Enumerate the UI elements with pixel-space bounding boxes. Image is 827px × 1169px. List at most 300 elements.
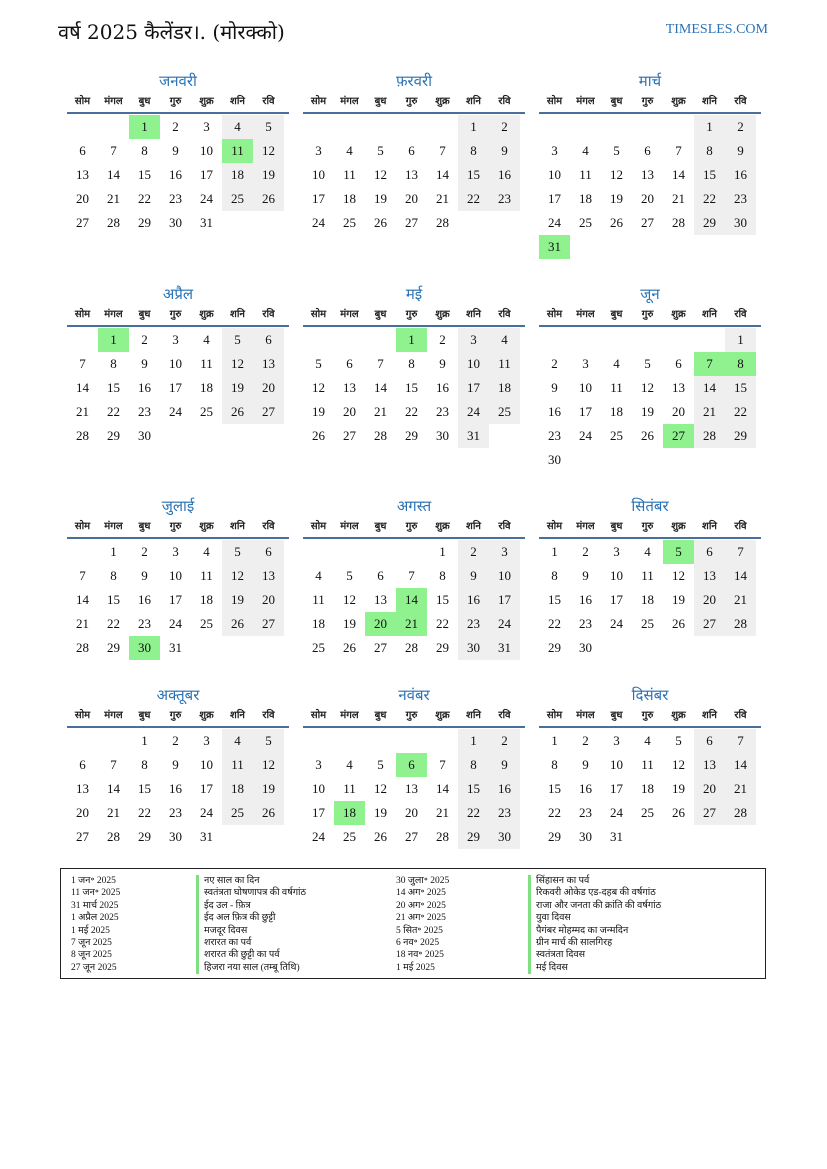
day-cell[interactable]: 2 bbox=[551, 356, 558, 371]
day-cell[interactable]: 15 bbox=[548, 592, 561, 607]
day-cell[interactable]: 25 bbox=[579, 215, 592, 230]
day-cell[interactable]: 1 bbox=[439, 544, 446, 559]
day-cell[interactable]: 22 bbox=[548, 805, 561, 820]
day-cell[interactable]: 17 bbox=[312, 191, 325, 206]
day-cell[interactable]: 13 bbox=[343, 380, 356, 395]
day-cell[interactable]: 22 bbox=[107, 404, 120, 419]
day-cell[interactable]: 10 bbox=[548, 167, 561, 182]
day-cell[interactable]: 10 bbox=[200, 757, 213, 772]
day-cell[interactable]: 18 bbox=[312, 616, 325, 631]
day-cell[interactable]: 4 bbox=[346, 143, 353, 158]
day-cell[interactable]: 22 bbox=[458, 801, 489, 825]
day-cell[interactable]: 12 bbox=[312, 380, 325, 395]
site-link[interactable]: TIMESLES.COM bbox=[665, 22, 768, 37]
day-cell[interactable]: 18 bbox=[610, 404, 623, 419]
day-cell[interactable]: 21 bbox=[672, 191, 685, 206]
day-cell[interactable]: 20 bbox=[76, 805, 89, 820]
day-cell[interactable]: 3 bbox=[315, 757, 322, 772]
day-cell[interactable]: 17 bbox=[169, 380, 182, 395]
day-cell[interactable]: 29 bbox=[436, 640, 449, 655]
day-cell[interactable]: 10 bbox=[610, 568, 623, 583]
day-cell[interactable]: 3 bbox=[551, 143, 558, 158]
day-cell[interactable]: 29 bbox=[138, 215, 151, 230]
day-cell[interactable]: 16 bbox=[489, 777, 520, 801]
day-cell[interactable]: 5 bbox=[222, 540, 253, 564]
day-cell[interactable]: 6 bbox=[644, 143, 651, 158]
day-cell[interactable]: 1 bbox=[458, 115, 489, 139]
day-cell[interactable]: 24 bbox=[610, 616, 623, 631]
day-cell[interactable]: 25 bbox=[343, 215, 356, 230]
day-cell[interactable]: 10 bbox=[610, 757, 623, 772]
day-cell[interactable]: 30 bbox=[725, 211, 756, 235]
day-cell[interactable]: 9 bbox=[551, 380, 558, 395]
day-cell[interactable]: 9 bbox=[489, 753, 520, 777]
day-cell[interactable]: 8 bbox=[141, 143, 148, 158]
day-cell[interactable]: 26 bbox=[343, 640, 356, 655]
day-cell[interactable]: 28 bbox=[672, 215, 685, 230]
day-cell[interactable]: 27 bbox=[641, 215, 654, 230]
holiday-day-cell[interactable]: 1 bbox=[129, 115, 160, 139]
day-cell[interactable]: 8 bbox=[141, 757, 148, 772]
day-cell[interactable]: 13 bbox=[253, 564, 284, 588]
day-cell[interactable]: 6 bbox=[408, 143, 415, 158]
day-cell[interactable]: 20 bbox=[672, 404, 685, 419]
day-cell[interactable]: 8 bbox=[551, 568, 558, 583]
day-cell[interactable]: 20 bbox=[405, 805, 418, 820]
day-cell[interactable]: 16 bbox=[436, 380, 449, 395]
day-cell[interactable]: 19 bbox=[253, 777, 284, 801]
day-cell[interactable]: 14 bbox=[107, 781, 120, 796]
day-cell[interactable]: 4 bbox=[644, 544, 651, 559]
day-cell[interactable]: 15 bbox=[694, 163, 725, 187]
day-cell[interactable]: 5 bbox=[377, 143, 384, 158]
day-cell[interactable]: 21 bbox=[76, 616, 89, 631]
day-cell[interactable]: 14 bbox=[725, 564, 756, 588]
day-cell[interactable]: 3 bbox=[613, 733, 620, 748]
day-cell[interactable]: 10 bbox=[579, 380, 592, 395]
day-cell[interactable]: 12 bbox=[672, 757, 685, 772]
day-cell[interactable]: 6 bbox=[79, 143, 86, 158]
day-cell[interactable]: 3 bbox=[203, 119, 210, 134]
day-cell[interactable]: 28 bbox=[694, 424, 725, 448]
day-cell[interactable]: 6 bbox=[79, 757, 86, 772]
day-cell[interactable]: 25 bbox=[200, 616, 213, 631]
day-cell[interactable]: 9 bbox=[439, 356, 446, 371]
day-cell[interactable]: 8 bbox=[110, 356, 117, 371]
day-cell[interactable]: 2 bbox=[489, 729, 520, 753]
day-cell[interactable]: 13 bbox=[405, 167, 418, 182]
day-cell[interactable]: 4 bbox=[346, 757, 353, 772]
day-cell[interactable]: 20 bbox=[343, 404, 356, 419]
day-cell[interactable]: 27 bbox=[694, 612, 725, 636]
day-cell[interactable]: 28 bbox=[436, 215, 449, 230]
day-cell[interactable]: 6 bbox=[694, 729, 725, 753]
day-cell[interactable]: 18 bbox=[641, 592, 654, 607]
day-cell[interactable]: 2 bbox=[582, 733, 589, 748]
day-cell[interactable]: 13 bbox=[694, 564, 725, 588]
day-cell[interactable]: 23 bbox=[548, 428, 561, 443]
day-cell[interactable]: 23 bbox=[579, 616, 592, 631]
day-cell[interactable]: 23 bbox=[169, 805, 182, 820]
day-cell[interactable]: 22 bbox=[107, 616, 120, 631]
day-cell[interactable]: 30 bbox=[579, 640, 592, 655]
day-cell[interactable]: 16 bbox=[489, 163, 520, 187]
day-cell[interactable]: 30 bbox=[138, 428, 151, 443]
day-cell[interactable]: 2 bbox=[141, 332, 148, 347]
day-cell[interactable]: 21 bbox=[436, 191, 449, 206]
day-cell[interactable]: 15 bbox=[107, 380, 120, 395]
day-cell[interactable]: 1 bbox=[725, 328, 756, 352]
day-cell[interactable]: 10 bbox=[312, 167, 325, 182]
day-cell[interactable]: 23 bbox=[169, 191, 182, 206]
day-cell[interactable]: 18 bbox=[579, 191, 592, 206]
day-cell[interactable]: 19 bbox=[374, 805, 387, 820]
day-cell[interactable]: 6 bbox=[253, 328, 284, 352]
day-cell[interactable]: 18 bbox=[200, 592, 213, 607]
day-cell[interactable]: 21 bbox=[107, 805, 120, 820]
day-cell[interactable]: 15 bbox=[138, 781, 151, 796]
day-cell[interactable]: 11 bbox=[489, 352, 520, 376]
day-cell[interactable]: 14 bbox=[694, 376, 725, 400]
day-cell[interactable]: 3 bbox=[582, 356, 589, 371]
day-cell[interactable]: 20 bbox=[76, 191, 89, 206]
day-cell[interactable]: 5 bbox=[675, 733, 682, 748]
day-cell[interactable]: 4 bbox=[203, 332, 210, 347]
day-cell[interactable]: 20 bbox=[641, 191, 654, 206]
day-cell[interactable]: 29 bbox=[107, 640, 120, 655]
day-cell[interactable]: 11 bbox=[222, 753, 253, 777]
day-cell[interactable]: 14 bbox=[725, 753, 756, 777]
day-cell[interactable]: 6 bbox=[675, 356, 682, 371]
day-cell[interactable]: 27 bbox=[76, 829, 89, 844]
day-cell[interactable]: 13 bbox=[374, 592, 387, 607]
day-cell[interactable]: 20 bbox=[694, 588, 725, 612]
day-cell[interactable]: 21 bbox=[436, 805, 449, 820]
day-cell[interactable]: 7 bbox=[725, 729, 756, 753]
holiday-day-cell[interactable]: 30 bbox=[129, 636, 160, 660]
day-cell[interactable]: 18 bbox=[489, 376, 520, 400]
day-cell[interactable]: 29 bbox=[694, 211, 725, 235]
day-cell[interactable]: 11 bbox=[641, 757, 654, 772]
holiday-day-cell[interactable]: 8 bbox=[725, 352, 756, 376]
day-cell[interactable]: 11 bbox=[343, 781, 356, 796]
day-cell[interactable]: 28 bbox=[436, 829, 449, 844]
day-cell[interactable]: 26 bbox=[672, 616, 685, 631]
day-cell[interactable]: 24 bbox=[200, 805, 213, 820]
day-cell[interactable]: 2 bbox=[489, 115, 520, 139]
day-cell[interactable]: 24 bbox=[548, 215, 561, 230]
day-cell[interactable]: 8 bbox=[458, 753, 489, 777]
day-cell[interactable]: 31 bbox=[458, 424, 489, 448]
day-cell[interactable]: 12 bbox=[222, 352, 253, 376]
day-cell[interactable]: 26 bbox=[253, 187, 284, 211]
day-cell[interactable]: 11 bbox=[343, 167, 356, 182]
day-cell[interactable]: 22 bbox=[458, 187, 489, 211]
day-cell[interactable]: 17 bbox=[489, 588, 520, 612]
day-cell[interactable]: 10 bbox=[169, 356, 182, 371]
day-cell[interactable]: 9 bbox=[141, 568, 148, 583]
day-cell[interactable]: 5 bbox=[613, 143, 620, 158]
day-cell[interactable]: 24 bbox=[610, 805, 623, 820]
day-cell[interactable]: 16 bbox=[548, 404, 561, 419]
day-cell[interactable]: 9 bbox=[172, 757, 179, 772]
day-cell[interactable]: 23 bbox=[489, 801, 520, 825]
day-cell[interactable]: 21 bbox=[107, 191, 120, 206]
day-cell[interactable]: 1 bbox=[458, 729, 489, 753]
day-cell[interactable]: 14 bbox=[436, 781, 449, 796]
day-cell[interactable]: 12 bbox=[610, 167, 623, 182]
day-cell[interactable]: 2 bbox=[458, 540, 489, 564]
day-cell[interactable]: 1 bbox=[551, 544, 558, 559]
day-cell[interactable]: 9 bbox=[489, 139, 520, 163]
day-cell[interactable]: 15 bbox=[725, 376, 756, 400]
day-cell[interactable]: 15 bbox=[107, 592, 120, 607]
day-cell[interactable]: 12 bbox=[343, 592, 356, 607]
day-cell[interactable]: 6 bbox=[346, 356, 353, 371]
holiday-day-cell[interactable]: 1 bbox=[98, 328, 129, 352]
day-cell[interactable]: 3 bbox=[613, 544, 620, 559]
day-cell[interactable]: 8 bbox=[458, 139, 489, 163]
day-cell[interactable]: 2 bbox=[582, 544, 589, 559]
day-cell[interactable]: 27 bbox=[343, 428, 356, 443]
day-cell[interactable]: 10 bbox=[169, 568, 182, 583]
day-cell[interactable]: 11 bbox=[641, 568, 654, 583]
day-cell[interactable]: 9 bbox=[582, 757, 589, 772]
day-cell[interactable]: 16 bbox=[579, 781, 592, 796]
day-cell[interactable]: 2 bbox=[172, 733, 179, 748]
day-cell[interactable]: 29 bbox=[548, 640, 561, 655]
day-cell[interactable]: 7 bbox=[79, 356, 86, 371]
day-cell[interactable]: 27 bbox=[76, 215, 89, 230]
day-cell[interactable]: 25 bbox=[641, 616, 654, 631]
day-cell[interactable]: 26 bbox=[222, 400, 253, 424]
day-cell[interactable]: 21 bbox=[374, 404, 387, 419]
holiday-day-cell[interactable]: 21 bbox=[396, 612, 427, 636]
day-cell[interactable]: 13 bbox=[76, 781, 89, 796]
day-cell[interactable]: 1 bbox=[551, 733, 558, 748]
day-cell[interactable]: 30 bbox=[579, 829, 592, 844]
day-cell[interactable]: 18 bbox=[222, 777, 253, 801]
day-cell[interactable]: 18 bbox=[200, 380, 213, 395]
day-cell[interactable]: 16 bbox=[138, 592, 151, 607]
day-cell[interactable]: 9 bbox=[172, 143, 179, 158]
day-cell[interactable]: 27 bbox=[374, 640, 387, 655]
day-cell[interactable]: 27 bbox=[694, 801, 725, 825]
day-cell[interactable]: 7 bbox=[725, 540, 756, 564]
day-cell[interactable]: 14 bbox=[672, 167, 685, 182]
day-cell[interactable]: 20 bbox=[694, 777, 725, 801]
day-cell[interactable]: 10 bbox=[312, 781, 325, 796]
day-cell[interactable]: 15 bbox=[548, 781, 561, 796]
day-cell[interactable]: 13 bbox=[76, 167, 89, 182]
day-cell[interactable]: 29 bbox=[107, 428, 120, 443]
day-cell[interactable]: 23 bbox=[579, 805, 592, 820]
holiday-day-cell[interactable]: 20 bbox=[365, 612, 396, 636]
day-cell[interactable]: 26 bbox=[672, 805, 685, 820]
day-cell[interactable]: 31 bbox=[169, 640, 182, 655]
day-cell[interactable]: 28 bbox=[76, 428, 89, 443]
day-cell[interactable]: 23 bbox=[725, 187, 756, 211]
day-cell[interactable]: 26 bbox=[312, 428, 325, 443]
day-cell[interactable]: 13 bbox=[641, 167, 654, 182]
day-cell[interactable]: 21 bbox=[725, 777, 756, 801]
day-cell[interactable]: 16 bbox=[138, 380, 151, 395]
day-cell[interactable]: 19 bbox=[641, 404, 654, 419]
day-cell[interactable]: 27 bbox=[253, 400, 284, 424]
day-cell[interactable]: 22 bbox=[138, 191, 151, 206]
day-cell[interactable]: 28 bbox=[725, 612, 756, 636]
day-cell[interactable]: 4 bbox=[613, 356, 620, 371]
day-cell[interactable]: 9 bbox=[458, 564, 489, 588]
day-cell[interactable]: 27 bbox=[405, 215, 418, 230]
day-cell[interactable]: 3 bbox=[489, 540, 520, 564]
day-cell[interactable]: 2 bbox=[725, 115, 756, 139]
holiday-day-cell[interactable]: 27 bbox=[663, 424, 694, 448]
day-cell[interactable]: 19 bbox=[312, 404, 325, 419]
day-cell[interactable]: 23 bbox=[138, 404, 151, 419]
day-cell[interactable]: 20 bbox=[253, 376, 284, 400]
day-cell[interactable]: 21 bbox=[694, 400, 725, 424]
day-cell[interactable]: 2 bbox=[439, 332, 446, 347]
day-cell[interactable]: 30 bbox=[436, 428, 449, 443]
day-cell[interactable]: 31 bbox=[200, 215, 213, 230]
day-cell[interactable]: 12 bbox=[672, 568, 685, 583]
day-cell[interactable]: 18 bbox=[641, 781, 654, 796]
day-cell[interactable]: 5 bbox=[644, 356, 651, 371]
day-cell[interactable]: 24 bbox=[312, 829, 325, 844]
day-cell[interactable]: 9 bbox=[141, 356, 148, 371]
day-cell[interactable]: 26 bbox=[374, 215, 387, 230]
day-cell[interactable]: 19 bbox=[222, 376, 253, 400]
holiday-day-cell[interactable]: 5 bbox=[663, 540, 694, 564]
day-cell[interactable]: 12 bbox=[374, 781, 387, 796]
day-cell[interactable]: 15 bbox=[458, 163, 489, 187]
day-cell[interactable]: 20 bbox=[405, 191, 418, 206]
day-cell[interactable]: 8 bbox=[110, 568, 117, 583]
day-cell[interactable]: 25 bbox=[222, 801, 253, 825]
day-cell[interactable]: 5 bbox=[377, 757, 384, 772]
day-cell[interactable]: 25 bbox=[343, 829, 356, 844]
day-cell[interactable]: 4 bbox=[203, 544, 210, 559]
day-cell[interactable]: 8 bbox=[408, 356, 415, 371]
holiday-day-cell[interactable]: 18 bbox=[334, 801, 365, 825]
day-cell[interactable]: 28 bbox=[374, 428, 387, 443]
holiday-day-cell[interactable]: 6 bbox=[396, 753, 427, 777]
day-cell[interactable]: 12 bbox=[374, 167, 387, 182]
day-cell[interactable]: 1 bbox=[694, 115, 725, 139]
day-cell[interactable]: 17 bbox=[548, 191, 561, 206]
day-cell[interactable]: 20 bbox=[253, 588, 284, 612]
day-cell[interactable]: 17 bbox=[200, 781, 213, 796]
day-cell[interactable]: 22 bbox=[138, 805, 151, 820]
day-cell[interactable]: 7 bbox=[439, 143, 446, 158]
holiday-day-cell[interactable]: 31 bbox=[539, 235, 570, 259]
day-cell[interactable]: 28 bbox=[107, 215, 120, 230]
day-cell[interactable]: 29 bbox=[405, 428, 418, 443]
day-cell[interactable]: 1 bbox=[110, 544, 117, 559]
day-cell[interactable]: 22 bbox=[436, 616, 449, 631]
day-cell[interactable]: 4 bbox=[644, 733, 651, 748]
day-cell[interactable]: 30 bbox=[458, 636, 489, 660]
day-cell[interactable]: 5 bbox=[253, 115, 284, 139]
day-cell[interactable]: 16 bbox=[725, 163, 756, 187]
day-cell[interactable]: 26 bbox=[641, 428, 654, 443]
day-cell[interactable]: 24 bbox=[458, 400, 489, 424]
day-cell[interactable]: 23 bbox=[458, 612, 489, 636]
day-cell[interactable]: 19 bbox=[374, 191, 387, 206]
day-cell[interactable]: 3 bbox=[172, 544, 179, 559]
day-cell[interactable]: 7 bbox=[675, 143, 682, 158]
day-cell[interactable]: 16 bbox=[579, 592, 592, 607]
day-cell[interactable]: 15 bbox=[436, 592, 449, 607]
day-cell[interactable]: 7 bbox=[110, 143, 117, 158]
day-cell[interactable]: 29 bbox=[725, 424, 756, 448]
day-cell[interactable]: 5 bbox=[253, 729, 284, 753]
day-cell[interactable]: 29 bbox=[138, 829, 151, 844]
day-cell[interactable]: 23 bbox=[138, 616, 151, 631]
day-cell[interactable]: 19 bbox=[343, 616, 356, 631]
day-cell[interactable]: 29 bbox=[458, 825, 489, 849]
day-cell[interactable]: 4 bbox=[222, 729, 253, 753]
day-cell[interactable]: 4 bbox=[489, 328, 520, 352]
day-cell[interactable]: 15 bbox=[458, 777, 489, 801]
day-cell[interactable]: 13 bbox=[405, 781, 418, 796]
day-cell[interactable]: 14 bbox=[76, 592, 89, 607]
day-cell[interactable]: 5 bbox=[315, 356, 322, 371]
day-cell[interactable]: 7 bbox=[79, 568, 86, 583]
day-cell[interactable]: 11 bbox=[200, 356, 213, 371]
day-cell[interactable]: 8 bbox=[694, 139, 725, 163]
day-cell[interactable]: 8 bbox=[551, 757, 558, 772]
day-cell[interactable]: 3 bbox=[203, 733, 210, 748]
day-cell[interactable]: 2 bbox=[141, 544, 148, 559]
day-cell[interactable]: 3 bbox=[315, 143, 322, 158]
day-cell[interactable]: 14 bbox=[374, 380, 387, 395]
day-cell[interactable]: 11 bbox=[610, 380, 623, 395]
day-cell[interactable]: 26 bbox=[374, 829, 387, 844]
day-cell[interactable]: 15 bbox=[405, 380, 418, 395]
day-cell[interactable]: 10 bbox=[458, 352, 489, 376]
day-cell[interactable]: 18 bbox=[222, 163, 253, 187]
day-cell[interactable]: 17 bbox=[312, 805, 325, 820]
day-cell[interactable]: 18 bbox=[343, 191, 356, 206]
day-cell[interactable]: 12 bbox=[253, 753, 284, 777]
day-cell[interactable]: 17 bbox=[200, 167, 213, 182]
day-cell[interactable]: 30 bbox=[548, 452, 561, 467]
day-cell[interactable]: 4 bbox=[582, 143, 589, 158]
day-cell[interactable]: 25 bbox=[200, 404, 213, 419]
day-cell[interactable]: 19 bbox=[672, 781, 685, 796]
day-cell[interactable]: 7 bbox=[439, 757, 446, 772]
holiday-day-cell[interactable]: 11 bbox=[222, 139, 253, 163]
day-cell[interactable]: 1 bbox=[141, 733, 148, 748]
day-cell[interactable]: 12 bbox=[253, 139, 284, 163]
day-cell[interactable]: 10 bbox=[200, 143, 213, 158]
day-cell[interactable]: 19 bbox=[222, 588, 253, 612]
day-cell[interactable]: 26 bbox=[222, 612, 253, 636]
day-cell[interactable]: 28 bbox=[405, 640, 418, 655]
day-cell[interactable]: 25 bbox=[610, 428, 623, 443]
day-cell[interactable]: 5 bbox=[222, 328, 253, 352]
day-cell[interactable]: 30 bbox=[489, 825, 520, 849]
day-cell[interactable]: 14 bbox=[76, 380, 89, 395]
day-cell[interactable]: 28 bbox=[107, 829, 120, 844]
day-cell[interactable]: 25 bbox=[222, 187, 253, 211]
day-cell[interactable]: 13 bbox=[253, 352, 284, 376]
day-cell[interactable]: 24 bbox=[200, 191, 213, 206]
day-cell[interactable]: 9 bbox=[582, 568, 589, 583]
day-cell[interactable]: 31 bbox=[489, 636, 520, 660]
